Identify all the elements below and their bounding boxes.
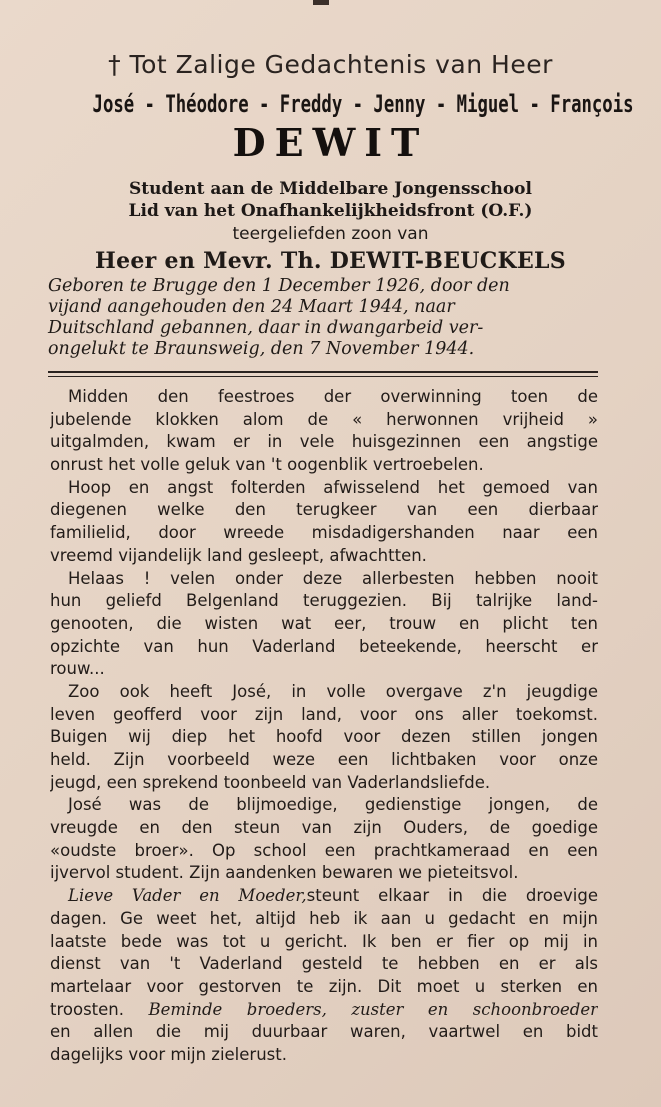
text-line: jubelende klokken alom de « herwonnen vrijheid » <box>50 409 598 429</box>
text-line: dienst van 't Vaderland gesteld te hebben en er als <box>50 954 598 974</box>
text-line: Midden den feestroes der overwinning toen de <box>68 387 598 406</box>
text-line: familielid, door wreede misdadigershanden naar een <box>50 523 598 543</box>
divider-thick <box>48 371 598 373</box>
text-line: en allen die mij duurbaar waren, vaartwel en bidt <box>50 1022 598 1042</box>
text-line: uitgalmden, kwam er in vele huisgezinnen een angstige <box>50 432 598 452</box>
text-line: laatste bede was tot u gericht. Ik ben er fier op mij in <box>50 931 598 951</box>
birth-line: Duitschland gebannen, daar in dwangarbeid ver- <box>48 318 484 338</box>
siblings-address: Beminde broeders, zuster en schoonbroeder <box>148 999 598 1019</box>
text-line: ijvervol student. Zijn aandenken bewaren we pieteitsvol. <box>50 863 519 883</box>
text-line: Helaas ! velen onder deze allerbesten hebben nooit <box>68 568 598 588</box>
text-line: hun geliefd Belgenland teruggezien. Bij talrijke land- <box>50 591 598 611</box>
memorial-line: † Tot Zalige Gedachtenis van Heer <box>108 50 553 79</box>
text-line: opzichte van hun Vaderland beteekende, heerscht er <box>50 636 598 656</box>
text-line: vreemd vijandelijk land gesleept, afwachtten. <box>50 545 427 565</box>
text-line: jeugd, een sprekend toonbeeld van Vaderlandsliefde. <box>50 772 491 792</box>
text-line: «oudste broer». Op school een prachtkameraad en een <box>50 840 598 860</box>
parents-address: Lieve Vader en Moeder, <box>68 886 307 906</box>
card-header <box>0 48 661 276</box>
text-line <box>50 999 598 1022</box>
occupation-school: Student aan de Middelbare Jongensschool <box>129 179 532 199</box>
text-line: martelaar voor gestorven te zijn. Dit moet u sterken en <box>50 976 598 996</box>
top-mark <box>313 0 329 5</box>
text-segment: troosten. <box>50 999 125 1019</box>
text-line: diegenen welke den terugkeer van een dierbaar <box>50 500 598 520</box>
divider-thin <box>48 376 598 377</box>
text-segment: steunt elkaar in die droevige <box>306 886 598 906</box>
text-line: genooten, die wisten wat eer, trouw en plicht ten <box>50 613 598 633</box>
text-line: leven geofferd voor zijn land, voor ons aller toekomst. <box>50 704 598 724</box>
text-line: Hoop en angst folterden afwisselend het gemoed van <box>68 477 598 497</box>
text-line <box>50 885 598 908</box>
text-line: vreugde en den steun van zijn Ouders, de goedige <box>50 818 598 838</box>
occupation-front: Lid van het Onafhankelijkheidsfront (O.F.) <box>128 201 533 221</box>
birth-death-text <box>48 276 598 360</box>
birth-line: vijand aangehouden den 24 Maart 1944, naar <box>48 297 455 317</box>
birth-line: ongelukt te Braunsweig, den 7 November 1944. <box>48 339 475 359</box>
son-of-line: teergeliefden zoon van <box>232 224 429 244</box>
text-line: rouw... <box>50 659 105 679</box>
text-line: José was de blijmoedige, gedienstige jongen, de <box>68 795 598 815</box>
text-line: Buigen wij diep het hoofd voor dezen stillen jongen <box>50 727 598 747</box>
eulogy-text <box>50 386 598 1067</box>
text-line: dagen. Ge weet het, altijd heb ik aan u gedacht en mijn <box>50 908 598 928</box>
text-line: Zoo ook heeft José, in volle overgave z'n jeugdige <box>68 681 598 701</box>
text-line: dagelijks voor mijn zielerust. <box>50 1044 287 1064</box>
birth-line: Geboren te Brugge den 1 December 1926, door den <box>48 276 510 296</box>
given-names: José - Théodore - Freddy - Jenny - Miguel - François <box>92 90 634 118</box>
parents-line: Heer en Mevr. Th. DEWIT-BEUCKELS <box>95 248 566 274</box>
text-line: held. Zijn voorbeeld weze een lichtbaken voor onze <box>50 750 598 769</box>
surname: DEWIT <box>232 120 429 165</box>
text-line: onrust het volle geluk van 't oogenblik vertroebelen. <box>50 455 484 475</box>
